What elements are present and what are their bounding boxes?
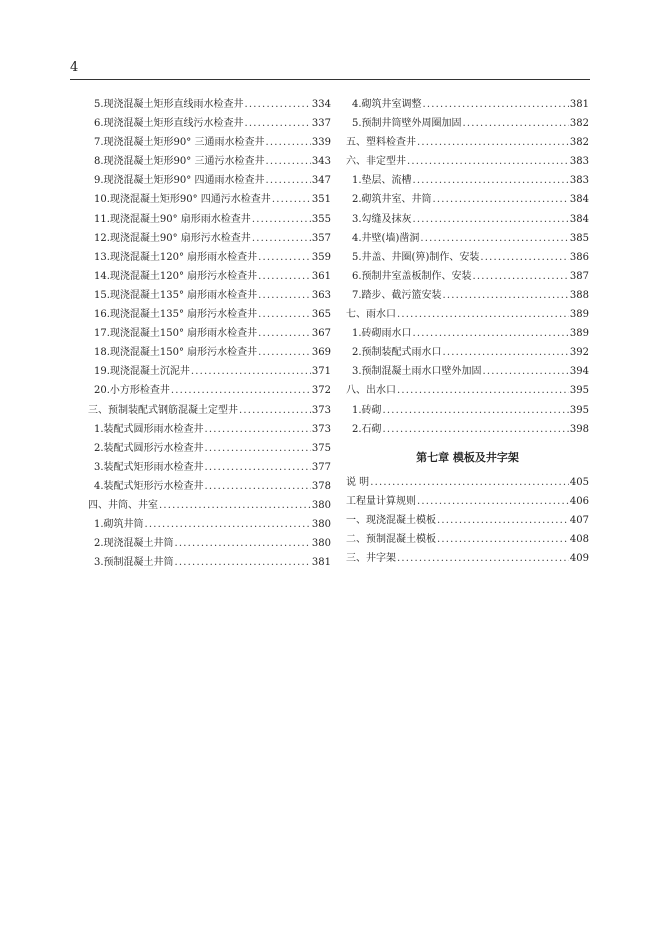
toc-entry-page: 367 (311, 328, 331, 340)
toc-entry-label: 6.现浇混凝土矩形直线污水检查井 (94, 118, 244, 130)
toc-entry-page: 389 (569, 328, 589, 340)
toc-entry (346, 530, 589, 549)
toc-entry-page: 381 (311, 557, 331, 569)
toc-leader-dots (417, 137, 569, 148)
toc-leader-dots (265, 137, 310, 148)
toc-leader-dots (258, 347, 311, 358)
toc-entry (88, 267, 331, 286)
toc-entry-page: 398 (569, 423, 589, 435)
toc-leader-dots (252, 233, 311, 244)
toc-entry-page: 409 (569, 553, 589, 565)
toc-entry-label: 4.装配式矩形污水检查井 (94, 480, 204, 492)
toc-entry (88, 248, 331, 267)
toc-entry-page: 387 (569, 270, 589, 282)
toc-entry (346, 511, 589, 530)
toc-entry (346, 133, 589, 152)
toc-entry-label: 一、现浇混凝土模板 (346, 514, 436, 526)
toc-entry-page: 407 (569, 514, 589, 526)
toc-entry-page: 381 (569, 99, 589, 110)
toc-leader-dots (205, 424, 311, 435)
toc-entry (88, 362, 331, 381)
toc-leader-dots (483, 366, 569, 377)
toc-entry (346, 401, 589, 420)
toc-entry (88, 477, 331, 496)
toc-leader-dots (413, 328, 569, 339)
toc-entry-page: 337 (311, 118, 331, 130)
toc-leader-dots (175, 557, 311, 568)
toc-leader-dots (443, 290, 569, 301)
toc-leader-dots (205, 462, 311, 473)
toc-entry-page: 385 (569, 232, 589, 244)
toc-entry (346, 324, 589, 343)
toc-entry-page: 355 (311, 213, 331, 225)
toc-leader-dots (423, 99, 569, 110)
toc-entry-page: 377 (311, 461, 331, 473)
toc-entry-page: 392 (569, 347, 589, 359)
toc-entry (346, 190, 589, 209)
chapter-title: 第七章 模板及井字架 (416, 450, 519, 464)
toc-leader-dots (443, 347, 569, 358)
toc-entry-page: 373 (311, 404, 331, 416)
toc-entry (88, 458, 331, 477)
toc-entry (88, 420, 331, 439)
toc-leader-dots (239, 405, 311, 416)
toc-entry (88, 114, 331, 133)
toc-entry-label: 3.装配式矩形雨水检查井 (94, 461, 204, 473)
toc-leader-dots (175, 538, 311, 549)
toc-entry-page: 371 (311, 366, 331, 378)
toc-entry-label: 工程量计算规则 (346, 495, 416, 507)
toc-leader-dots (463, 118, 569, 129)
toc-entry (346, 229, 589, 248)
toc-entry-page: 375 (311, 442, 331, 454)
toc-entry-label: 7.现浇混凝土矩形90° 三通雨水检查井 (94, 137, 265, 149)
toc-leader-dots (370, 477, 569, 488)
toc-leader-dots (265, 156, 310, 167)
toc-entry (346, 248, 589, 267)
toc-entry-label: 8.现浇混凝土矩形90° 三通污水检查井 (94, 156, 265, 168)
toc-entry (88, 496, 331, 515)
toc-right-top-list (346, 95, 589, 439)
page-number: 4 (70, 60, 79, 75)
toc-leader-dots (258, 328, 311, 339)
toc-entry-label: 3.勾缝及抹灰 (352, 213, 412, 225)
toc-entry (88, 515, 331, 534)
toc-entry-label: 4.砌筑井室调整 (352, 99, 422, 110)
toc-entry-page: 347 (311, 175, 331, 187)
toc-entry-label: 七、雨水口 (346, 309, 396, 321)
toc-entry-page: 383 (569, 175, 589, 187)
toc-entry-label: 1.垫层、流槽 (352, 175, 412, 187)
toc-leader-dots (245, 118, 311, 129)
toc-entry-label: 2.石砌 (352, 423, 382, 435)
toc-leader-dots (265, 175, 310, 186)
toc-entry-page: 384 (569, 194, 589, 206)
toc-entry-label: 三、井字架 (346, 553, 396, 565)
toc-entry (346, 420, 589, 439)
toc-entry (346, 286, 589, 305)
toc-leader-dots (417, 496, 569, 507)
toc-entry (88, 343, 331, 362)
toc-entry-label: 18.现浇混凝土150° 扇形污水检查井 (94, 347, 258, 359)
toc-entry-page: 361 (311, 270, 331, 282)
toc-entry-label: 7.踏步、截污篮安装 (352, 289, 442, 301)
toc-entry (346, 171, 589, 190)
toc-leader-dots (272, 194, 311, 205)
toc-entry-page: 382 (569, 137, 589, 149)
toc-entry-page: 386 (569, 251, 589, 263)
toc-entry (88, 152, 331, 171)
toc-entry-page: 351 (311, 194, 331, 206)
toc-entry (88, 229, 331, 248)
toc-entry-page: 408 (569, 533, 589, 545)
toc-entry-label: 15.现浇混凝土135° 扇形雨水检查井 (94, 289, 258, 301)
toc-entry (346, 267, 589, 286)
toc-entry-label: 17.现浇混凝土150° 扇形雨水检查井 (94, 328, 258, 340)
toc-entry-page: 359 (311, 251, 331, 263)
toc-entry (88, 381, 331, 400)
toc-leader-dots (473, 271, 569, 282)
toc-entry (88, 534, 331, 553)
toc-entry-page: 382 (569, 118, 589, 130)
toc-leader-dots (258, 271, 311, 282)
toc-leader-dots (205, 481, 311, 492)
toc-entry-label: 2.现浇混凝土井筒 (94, 538, 174, 550)
toc-entry-page: 380 (311, 538, 331, 550)
toc-entry-label: 5.现浇混凝土矩形直线雨水检查井 (94, 99, 244, 110)
toc-leader-dots (383, 405, 569, 416)
toc-entry-page: 383 (569, 156, 589, 168)
toc-leader-dots (245, 99, 311, 110)
toc-leader-dots (205, 443, 311, 454)
toc-entry-label: 2.预制装配式雨水口 (352, 347, 442, 359)
toc-entry (346, 343, 589, 362)
toc-entry-label: 5.预制井筒壁外周圈加固 (352, 118, 462, 130)
toc-left-column (88, 95, 331, 572)
toc-entry-page: 380 (311, 499, 331, 511)
toc-entry-label: 1.砖砌雨水口 (352, 328, 412, 340)
toc-leader-dots (397, 385, 569, 396)
toc-entry (346, 492, 589, 511)
toc-entry-label: 12.现浇混凝土90° 扇形污水检查井 (94, 232, 251, 244)
toc-leader-dots (258, 252, 311, 263)
toc-entry (88, 401, 331, 420)
toc-entry-label: 1.装配式圆形雨水检查井 (94, 423, 204, 435)
toc-entry-page: 389 (569, 309, 589, 321)
toc-leader-dots (383, 424, 569, 435)
toc-leader-dots (159, 500, 311, 511)
toc-entry-label: 10.现浇混凝土矩形90° 四通污水检查井 (94, 194, 271, 206)
toc-leader-dots (145, 519, 311, 530)
toc-entry-page: 388 (569, 289, 589, 301)
toc-entry-label: 5.井盖、井圈(箅)制作、安装 (352, 251, 480, 263)
toc-entry (346, 549, 589, 568)
toc-entry-label: 4.井壁(墙)凿洞 (352, 232, 420, 244)
toc-entry-page: 372 (311, 385, 331, 397)
toc-entry (88, 553, 331, 572)
toc-entry-page: 373 (311, 423, 331, 435)
toc-entry (346, 95, 589, 114)
toc-entry-label: 6.预制井室盖板制作、安装 (352, 270, 472, 282)
toc-entry (346, 305, 589, 324)
toc-leader-dots (413, 175, 569, 186)
toc-entry-label: 四、井筒、井室 (88, 499, 158, 511)
toc-right-bottom-list (346, 473, 589, 568)
toc-entry (88, 286, 331, 305)
toc-leader-dots (397, 553, 569, 564)
toc-leader-dots (407, 156, 569, 167)
toc-entry-page: 394 (569, 366, 589, 378)
toc-entry (88, 133, 331, 152)
toc-entry-page: 365 (311, 309, 331, 321)
toc-entry-label: 13.现浇混凝土120° 扇形雨水检查井 (94, 251, 258, 263)
toc-entry-page: 395 (569, 385, 589, 397)
toc-entry-page: 369 (311, 347, 331, 359)
toc-entry (88, 95, 331, 114)
toc-entry-label: 19.现浇混凝土沉泥井 (94, 366, 190, 378)
toc-entry-page: 363 (311, 289, 331, 301)
toc-entry-label: 14.现浇混凝土120° 扇形污水检查井 (94, 270, 258, 282)
toc-entry-page: 405 (569, 476, 589, 488)
toc-entry (88, 324, 331, 343)
toc-leader-dots (437, 515, 569, 526)
toc-right-column (346, 95, 589, 568)
toc-leader-dots (397, 309, 569, 320)
toc-entry-label: 16.现浇混凝土135° 扇形污水检查井 (94, 309, 258, 321)
toc-leader-dots (258, 290, 311, 301)
toc-entry-page: 378 (311, 480, 331, 492)
toc-leader-dots (420, 233, 569, 244)
toc-entry (346, 114, 589, 133)
toc-entry-page: 406 (569, 495, 589, 507)
toc-entry-label: 2.砌筑井室、井筒 (352, 194, 432, 206)
toc-entry-label: 六、非定型井 (346, 156, 406, 168)
toc-leader-dots (413, 214, 569, 225)
toc-entry-page: 380 (311, 519, 331, 531)
toc-leader-dots (252, 214, 311, 225)
toc-entry-page: 334 (311, 99, 331, 110)
toc-entry (88, 190, 331, 209)
toc-entry-page: 357 (311, 232, 331, 244)
toc-leader-dots (171, 385, 311, 396)
toc-entry-label: 3.预制混凝土雨水口壁外加固 (352, 366, 482, 378)
toc-leader-dots (437, 534, 569, 545)
toc-leader-dots (480, 252, 569, 263)
toc-entry-page: 384 (569, 213, 589, 225)
toc-entry (346, 362, 589, 381)
toc-leader-dots (191, 366, 311, 377)
toc-entry-label: 三、预制装配式钢筋混凝土定型井 (88, 404, 238, 416)
toc-entry-page: 395 (569, 404, 589, 416)
toc-entry-label: 9.现浇混凝土矩形90° 四通雨水检查井 (94, 175, 265, 187)
toc-entry (346, 152, 589, 171)
toc-entry-page: 339 (311, 137, 331, 149)
toc-entry (346, 381, 589, 400)
toc-entry (88, 171, 331, 190)
toc-entry-label: 1.砌筑井筒 (94, 519, 144, 531)
toc-entry-label: 20.小方形检查井 (94, 385, 170, 397)
toc-entry-label: 八、出水口 (346, 385, 396, 397)
toc-entry (88, 439, 331, 458)
toc-entry (346, 473, 589, 492)
toc-entry (346, 210, 589, 229)
toc-entry (88, 305, 331, 324)
toc-entry-label: 2.装配式圆形污水检查井 (94, 442, 204, 454)
toc-entry (88, 210, 331, 229)
toc-entry-page: 343 (311, 156, 331, 168)
toc-entry-label: 二、预制混凝土模板 (346, 533, 436, 545)
toc-entry-label: 11.现浇混凝土90° 扇形雨水检查井 (94, 213, 251, 225)
toc-leader-dots (433, 194, 569, 205)
toc-entry-label: 五、塑料检查井 (346, 137, 416, 149)
toc-entry-label: 3.预制混凝土井筒 (94, 557, 174, 569)
toc-entry-label: 说 明 (346, 476, 370, 488)
toc-leader-dots (258, 309, 311, 320)
toc-entry-label: 1.砖砌 (352, 404, 382, 416)
header-rule (70, 79, 590, 80)
